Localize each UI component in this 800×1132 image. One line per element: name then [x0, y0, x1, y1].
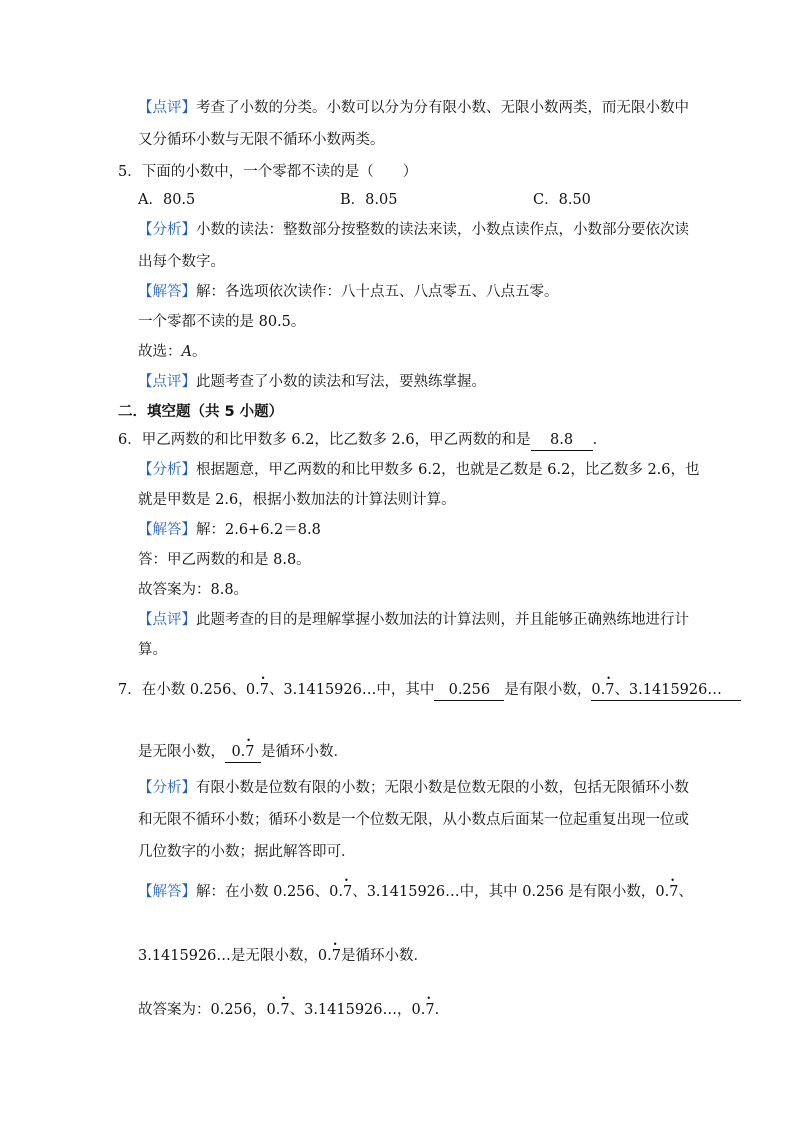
question-number: 5．: [118, 164, 142, 180]
answer-blank: 8.8: [531, 430, 593, 451]
question-stem: 下面的小数中，一个零都不读的是（ ）: [141, 164, 418, 180]
analysis-text: 有限小数是位数有限的小数；无限小数是位数无限的小数，包括无限循环小数: [196, 780, 689, 796]
comment-text: 又分循环小数与无限不循环小数两类。: [138, 132, 385, 148]
option-text: 8.05: [365, 192, 398, 208]
analysis-tag: 【分析】: [138, 222, 196, 238]
q5-option-a: [138, 190, 195, 210]
question-number: 6．: [118, 432, 142, 448]
q5-answer-line3: [138, 342, 206, 362]
repeating-decimal: [669, 880, 678, 902]
repeat-digit: • 7: [425, 998, 434, 1020]
comment-tag: 【点评】: [138, 100, 196, 116]
answer-text: 是循环小数．: [340, 948, 428, 964]
answer-text: 解：2.6+6.2＝8.8: [196, 522, 321, 538]
q7-analysis-line3: [138, 842, 356, 862]
option-text: 80.5: [162, 192, 196, 208]
question-number: 7．: [118, 682, 142, 698]
q7-answer-line3: [138, 998, 449, 1020]
repeating-decimal: [343, 880, 352, 902]
blank-prefix: 0.: [591, 682, 606, 698]
option-letter: B．: [340, 192, 366, 208]
repeating-decimal: [245, 740, 254, 762]
repeat-digit: • 7: [245, 740, 254, 762]
q6-answer-line2: [138, 550, 311, 570]
question-stem: 是循环小数．: [261, 744, 348, 760]
q5-option-c: [533, 190, 591, 210]
answer-choice: A: [181, 344, 192, 360]
blank-prefix: 0.: [231, 744, 246, 760]
question-stem: 是有限小数，: [504, 682, 592, 698]
analysis-tag: 【分析】: [138, 780, 196, 796]
answer-text: 解：各选项依次读作：八十点五、八点零五、八点五零。: [196, 284, 559, 300]
repeat-digit: • 7: [280, 998, 289, 1020]
q5-stem: [118, 162, 417, 182]
answer-tag: 【解答】: [138, 284, 196, 300]
answer-text: 、3.1415926…，0.: [289, 1002, 426, 1018]
question-stem: 在小数 0.256、0.: [141, 682, 260, 698]
q5-analysis-line1: [138, 220, 689, 240]
option-text: 8.50: [558, 192, 591, 208]
blank-suffix: 、3.1415926…: [614, 682, 722, 698]
repeating-decimal: [605, 678, 614, 700]
option-letter: A．: [138, 192, 163, 208]
question-stem: 甲乙两数的和比甲数多 6.2，比乙数多 2.6，甲乙两数的和是: [141, 432, 531, 448]
q6-answer-line3: [138, 580, 248, 600]
q6-answer-line1: [138, 520, 321, 540]
q7-answer-line1: [138, 880, 693, 902]
q4-comment-line1: [138, 98, 689, 118]
q6-analysis-line2: [138, 490, 456, 510]
repeat-digit: • 7: [260, 678, 269, 700]
question-stem-end: ．: [592, 432, 608, 448]
analysis-text: 出每个数字。: [138, 254, 225, 270]
analysis-text: 根据题意，甲乙两数的和比甲数多 6.2，也就是乙数是 6.2，比乙数多 2.6，也: [196, 462, 700, 478]
q6-stem: [118, 430, 607, 451]
q4-comment-line2: [138, 130, 385, 150]
q5-answer-line2: [138, 312, 305, 332]
comment-text: 此题考查了小数的读法和写法，要熟练掌握。: [196, 374, 486, 390]
answer-text: 3.1415926…是无限小数，0.: [138, 948, 332, 964]
analysis-tag: 【分析】: [138, 462, 196, 478]
answer-text: 故答案为：0.256，0.: [138, 1002, 281, 1018]
answer-text: 答：甲乙两数的和是 8.8。: [138, 552, 311, 568]
analysis-text: 几位数字的小数；据此解答即可．: [138, 844, 356, 860]
question-stem: 是无限小数，: [138, 744, 225, 760]
answer-blank: [591, 678, 741, 701]
comment-tag: 【点评】: [138, 374, 196, 390]
q7-analysis-line2: [138, 810, 689, 830]
q6-comment-line1: [138, 610, 689, 630]
answer-text: 一个零都不读的是 80.5。: [138, 314, 306, 330]
answer-blank: [225, 740, 261, 763]
repeating-decimal: [260, 678, 269, 700]
answer-blank: 0.256: [434, 680, 504, 701]
q7-stem-line1: [118, 678, 741, 701]
analysis-text: 小数的读法：整数部分按整数的读法来读，小数点读作点，小数部分要依次读: [196, 222, 689, 238]
q7-stem-line2: [138, 740, 348, 763]
q7-answer-line2: [138, 944, 428, 966]
comment-text: 考查了小数的分类。小数可以分为分有限小数、无限小数两类，而无限小数中: [196, 100, 689, 116]
answer-text: 、: [678, 884, 693, 900]
q5-analysis-line2: [138, 252, 225, 272]
answer-tag: 【解答】: [138, 884, 196, 900]
answer-text: 故答案为：8.8。: [138, 582, 249, 598]
repeat-digit: • 7: [343, 880, 352, 902]
repeat-digit: • 7: [669, 880, 678, 902]
repeating-decimal: [280, 998, 289, 1020]
answer-text: 故选：: [138, 344, 182, 360]
answer-text: 解：在小数 0.256、0.: [196, 884, 343, 900]
q6-comment-line2: [138, 640, 167, 660]
repeat-digit: • 7: [332, 944, 341, 966]
option-letter: C．: [533, 192, 559, 208]
answer-suffix: 。: [191, 344, 207, 360]
answer-tag: 【解答】: [138, 522, 196, 538]
answer-text: 、3.1415926…中，其中 0.256 是有限小数，0.: [352, 884, 670, 900]
q6-analysis-line1: [138, 460, 700, 480]
comment-text: 算。: [138, 642, 167, 658]
answer-text: ．: [434, 1002, 450, 1018]
q7-analysis-line1: [138, 778, 689, 798]
comment-tag: 【点评】: [138, 612, 196, 628]
q5-option-b: [340, 190, 397, 210]
analysis-text: 就是甲数是 2.6，根据小数加法的计算法则计算。: [138, 492, 456, 508]
q5-comment-line1: [138, 372, 486, 392]
section-heading: [118, 402, 283, 422]
question-stem: 、3.1415926…中，其中: [268, 682, 435, 698]
repeating-decimal: [332, 944, 341, 966]
comment-text: 此题考查的目的是理解掌握小数加法的计算法则，并且能够正确熟练地进行计: [196, 612, 689, 628]
q5-answer-line1: [138, 282, 559, 302]
repeating-decimal: [425, 998, 434, 1020]
repeat-digit: • 7: [605, 678, 614, 700]
section-title: 二．填空题（共 5 小题）: [118, 404, 284, 420]
analysis-text: 和无限不循环小数；循环小数是一个位数无限，从小数点后面某一位起重复出现一位或: [138, 812, 689, 828]
